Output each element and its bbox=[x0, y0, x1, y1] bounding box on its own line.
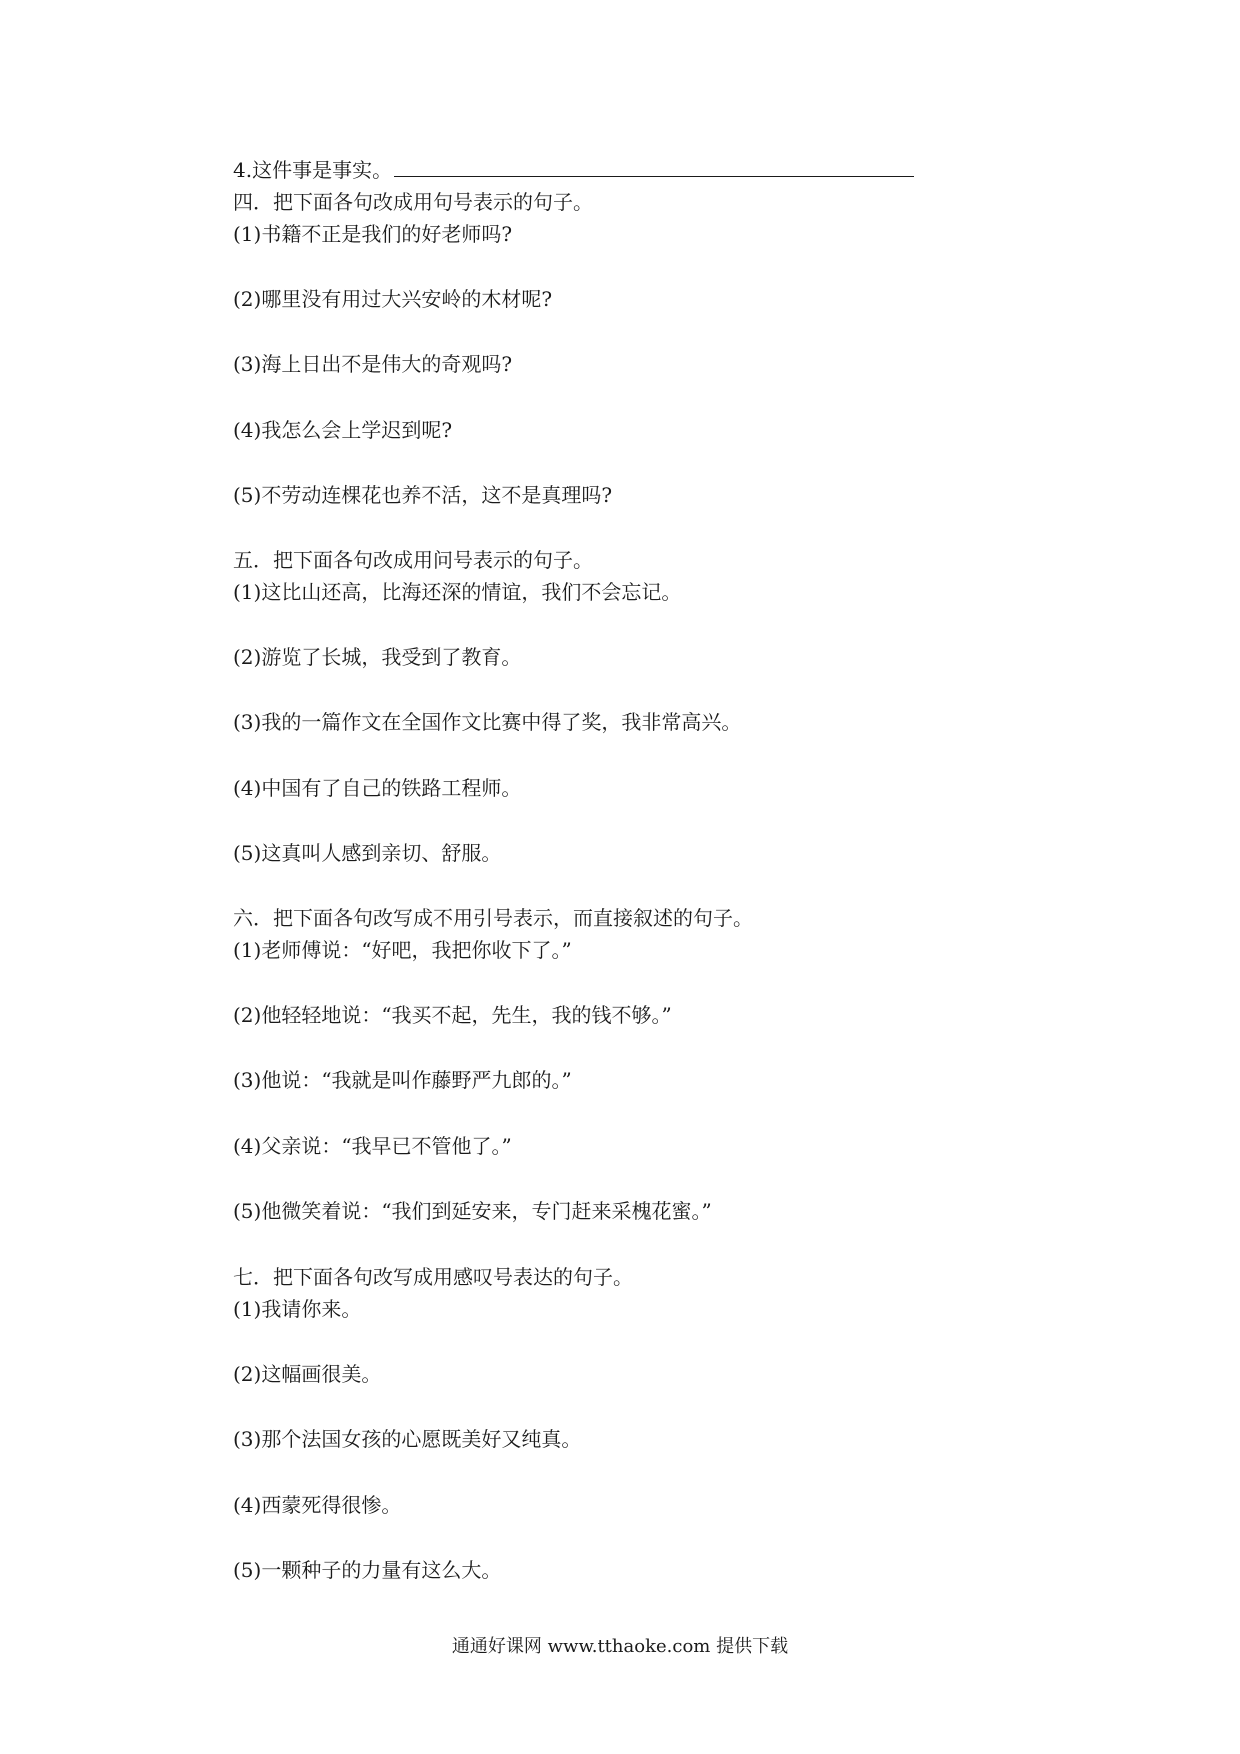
question-4-text: 4.这件事是事实。 bbox=[233, 158, 393, 182]
section-6-item-1: (1)老师傅说：“好吧，我把你收下了。” bbox=[233, 938, 572, 962]
section-5-heading: 五．把下面各句改成用问号表示的句子。 bbox=[233, 548, 593, 572]
section-7-item-5: (5)一颗种子的力量有这么大。 bbox=[233, 1558, 502, 1582]
section-5-item-1: (1)这比山还高，比海还深的情谊，我们不会忘记。 bbox=[233, 580, 682, 604]
section-7-heading: 七．把下面各句改写成用感叹号表达的句子。 bbox=[233, 1265, 633, 1289]
section-5-item-5: (5)这真叫人感到亲切、舒服。 bbox=[233, 841, 502, 865]
page-footer: 通通好课网 www.tthaoke.com 提供下载 bbox=[451, 1636, 789, 1657]
section-4-item-3: (3)海上日出不是伟大的奇观吗? bbox=[233, 352, 513, 376]
section-5-item-4: (4)中国有了自己的铁路工程师。 bbox=[233, 776, 522, 800]
section-5-item-2: (2)游览了长城，我受到了教育。 bbox=[233, 645, 522, 669]
section-6-item-2: (2)他轻轻地说：“我买不起，先生，我的钱不够。” bbox=[233, 1003, 672, 1027]
section-5-item-3: (3)我的一篇作文在全国作文比赛中得了奖，我非常高兴。 bbox=[233, 710, 742, 734]
section-6-item-3: (3)他说：“我就是叫作藤野严九郎的。” bbox=[233, 1068, 572, 1092]
section-4-item-5: (5)不劳动连棵花也养不活，这不是真理吗? bbox=[233, 483, 613, 507]
section-7-item-4: (4)西蒙死得很惨。 bbox=[233, 1493, 402, 1517]
section-4-item-1: (1)书籍不正是我们的好老师吗? bbox=[233, 222, 513, 246]
section-4-item-2: (2)哪里没有用过大兴安岭的木材呢? bbox=[233, 287, 553, 311]
section-4-heading: 四．把下面各句改成用句号表示的句子。 bbox=[233, 190, 593, 214]
section-7-item-3: (3)那个法国女孩的心愿既美好又纯真。 bbox=[233, 1427, 582, 1451]
section-6-item-5: (5)他微笑着说：“我们到延安来，专门赶来采槐花蜜。” bbox=[233, 1199, 712, 1223]
section-7-item-2: (2)这幅画很美。 bbox=[233, 1362, 382, 1386]
section-7-item-1: (1)我请你来。 bbox=[233, 1297, 362, 1321]
section-6-item-4: (4)父亲说：“我早已不管他了。” bbox=[233, 1134, 512, 1158]
answer-blank[interactable] bbox=[394, 158, 914, 177]
section-4-item-4: (4)我怎么会上学迟到呢? bbox=[233, 418, 453, 442]
section-6-heading: 六．把下面各句改写成不用引号表示，而直接叙述的句子。 bbox=[233, 906, 753, 930]
question-4 bbox=[233, 158, 914, 182]
